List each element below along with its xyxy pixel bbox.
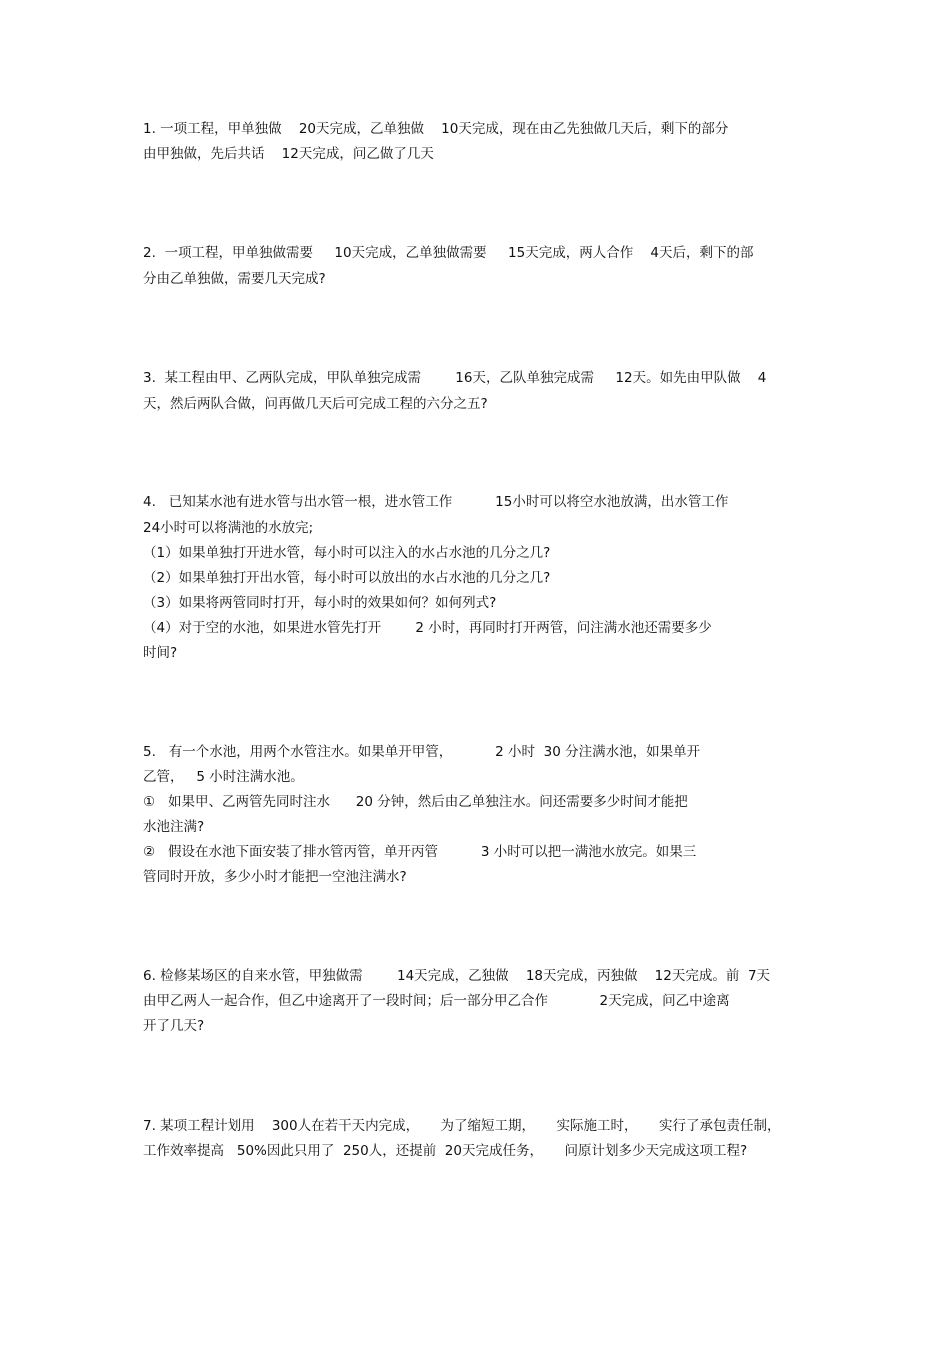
problem-3-line-1: 3. 某工程由甲、乙两队完成，甲队单独完成需 16天，乙队单独完成需 12天。如先由甲队做 4 xyxy=(143,370,767,386)
problem-5-line-1: 5. 有一个水池，用两个水管注水。如果单开甲管， 2 小时 30 分注满水池，如果单开 xyxy=(143,744,701,760)
problem-4-sub-4-cont: 时间? xyxy=(143,645,178,661)
problem-2-line-1: 2. 一项工程，甲单独做需要 10天完成，乙单独做需要 15天完成，两人合作 4天后，剩下的部 xyxy=(143,245,754,261)
problem-7-line-2: 工作效率提高 50%因此只用了 250人，还提前 20天完成任务， 问原计划多少天完成这项工程? xyxy=(143,1143,748,1159)
problem-5-line-2: 乙管， 5 小时注满水池。 xyxy=(143,769,304,785)
problem-5-sub-1-cont: 水池注满? xyxy=(143,819,205,835)
problem-4-sub-4: （4）对于空的水池，如果进水管先打开 2 小时，再同时打开两管，问注满水池还需要多少 xyxy=(143,620,712,636)
problem-4-sub-1: （1）如果单独打开进水管，每小时可以注入的水占水池的几分之几? xyxy=(143,545,551,561)
problem-5-sub-1: ① 如果甲、乙两管先同时注水 20 分钟，然后由乙单独注水。问还需要多少时间才能把 xyxy=(143,794,688,810)
problem-6-line-3: 开了几天? xyxy=(143,1018,205,1034)
problem-2-line-2: 分由乙单独做，需要几天完成? xyxy=(143,271,326,287)
problem-5-sub-2-cont: 管同时开放，多少小时才能把一空池注满水? xyxy=(143,869,407,885)
problem-5-sub-2: ② 假设在水池下面安装了排水管丙管，单开丙管 3 小时可以把一满池水放完。如果三 xyxy=(143,844,697,860)
problem-4-line-2: 24小时可以将满池的水放完; xyxy=(143,520,314,536)
problem-1-line-2: 由甲独做，先后共话 12天完成，问乙做了几天 xyxy=(143,146,434,162)
problem-1-line-1: 1. 一项工程，甲单独做 20天完成，乙单独做 10天完成，现在由乙先独做几天后，剩下的部分 xyxy=(143,121,729,137)
problem-7-line-1: 7. 某项工程计划用 300人在若干天内完成， 为了缩短工期， 实际施工时， 实行了承包责任制， xyxy=(143,1118,781,1134)
problem-4-sub-3: （3）如果将两管同时打开，每小时的效果如何？如何列式? xyxy=(143,595,497,611)
problem-4-line-1: 4. 已知某水池有进水管与出水管一根，进水管工作 15小时可以将空水池放满，出水管工作 xyxy=(143,494,729,510)
problem-6-line-2: 由甲乙两人一起合作，但乙中途离开了一段时间；后一部分甲乙合作 2天完成，问乙中途离 xyxy=(143,993,730,1009)
problem-4-sub-2: （2）如果单独打开出水管，每小时可以放出的水占水池的几分之几? xyxy=(143,570,551,586)
problem-3-line-2: 天，然后两队合做，问再做几天后可完成工程的六分之五? xyxy=(143,396,488,412)
problem-6-line-1: 6. 检修某场区的自来水管，甲独做需 14天完成，乙独做 18天完成，丙独做 12天完成。前 7天 xyxy=(143,968,771,984)
